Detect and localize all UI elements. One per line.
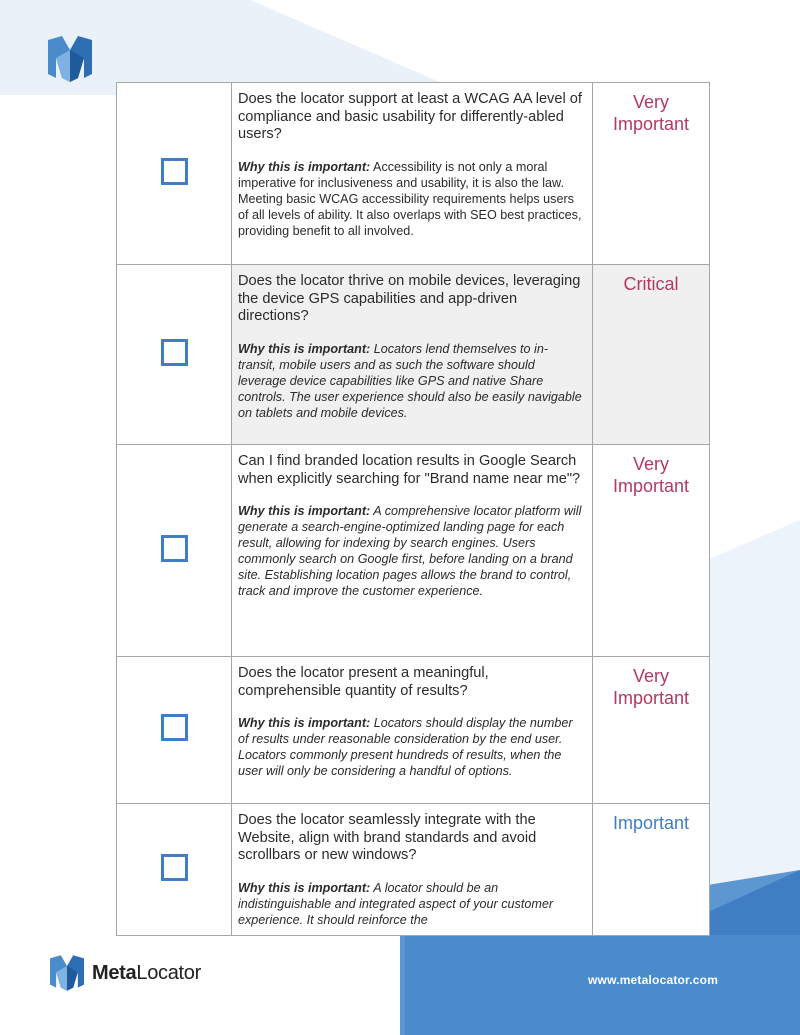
question-text: Does the locator seamlessly integrate with the Website, align with brand standards and avoid scrollbars or new windows?: [238, 812, 537, 863]
why-important-body: A locator should be an indistinguishable and integrated aspect of your customer experience. It should reinforce the: [238, 880, 554, 927]
why-important-label: Why this is important:: [238, 880, 371, 895]
priority-cell: [593, 83, 710, 265]
why-important-label: Why this is important:: [238, 504, 371, 518]
website-link[interactable]: www.metalocator.com: [588, 973, 719, 987]
priority-label: Very Important: [612, 92, 690, 134]
checklist-table: [116, 82, 710, 936]
why-important-body: Locators lend themselves to in-transit, mobile users and as such the software should leverage device capabilities like GPS and native Share controls. The user experience should also be easily navigable on tablets and mobile devices.: [238, 341, 582, 420]
metalocator-logo-icon: [50, 955, 84, 991]
checkbox-cell: [117, 265, 232, 445]
brand-name: [92, 962, 201, 985]
why-important-text: [238, 880, 584, 928]
checkbox-cell: [117, 445, 232, 657]
checkbox-cell: [117, 804, 232, 936]
why-important-text: [238, 503, 584, 599]
why-important-body: Accessibility is not only a moral imperative for inclusiveness and usability, it is also the law. Meeting basic WCAG accessibility requirements helps users of all levels of ability. It also overlaps with SEO best practices, providing benefit to all involved.: [238, 159, 582, 238]
priority-cell: [593, 265, 710, 445]
why-important-body: Locators should display the number of results under reasonable consideration by the end user. Locators commonly present hundreds of results, when the user will only be considering a handful of options.: [238, 716, 573, 778]
checkbox[interactable]: [161, 339, 188, 366]
question-text: Does the locator thrive on mobile devices, leveraging the device GPS capabilities and app-driven directions?: [238, 273, 581, 324]
brand-name-meta: Meta: [92, 961, 137, 984]
checkbox[interactable]: [161, 535, 188, 562]
question-cell: [232, 83, 593, 265]
footer-logo: [50, 955, 201, 991]
why-important-text: [238, 715, 584, 779]
checkbox[interactable]: [161, 158, 188, 185]
table-row: [117, 83, 710, 265]
priority-cell: [593, 804, 710, 936]
table-row: [117, 804, 710, 936]
question-text: Can I find branded location results in Google Search when explicitly searching for "Brand name near me"?: [238, 453, 581, 487]
why-important-label: Why this is important:: [238, 341, 371, 356]
why-important-label: Why this is important:: [238, 716, 371, 730]
question-cell: [232, 657, 593, 804]
table-row: [117, 445, 710, 657]
why-important-label: Why this is important:: [238, 159, 371, 174]
question-text: Does the locator present a meaningful, comprehensible quantity of results?: [238, 665, 489, 699]
priority-cell: [593, 445, 710, 657]
table-row: [117, 657, 710, 804]
priority-label: Very Important: [612, 666, 690, 708]
why-important-body: A comprehensive locator platform will generate a search-engine-optimized landing page for each result, allowing for indexing by search engines. Users commonly search on Google first, before landing on a brand site. Establishing location pages allows the brand to control, track and improve the customer experience.: [238, 504, 582, 598]
priority-label: Very Important: [612, 454, 690, 496]
checkbox-cell: [117, 83, 232, 265]
priority-label: Critical: [623, 274, 679, 294]
question-cell: [232, 804, 593, 936]
checkbox[interactable]: [161, 854, 188, 881]
why-important-text: [238, 341, 584, 421]
metalocator-logo-icon: [48, 36, 92, 82]
checkbox-cell: [117, 657, 232, 804]
table-row: [117, 265, 710, 445]
question-cell: [232, 445, 593, 657]
why-important-text: [238, 159, 584, 239]
priority-label: Important: [612, 813, 690, 833]
question-text: Does the locator support at least a WCAG AA level of compliance and basic usability for differently-abled users?: [238, 91, 582, 142]
brand-name-locator: Locator: [136, 961, 201, 984]
priority-cell: [593, 657, 710, 804]
checkbox[interactable]: [161, 714, 188, 741]
question-cell: [232, 265, 593, 445]
